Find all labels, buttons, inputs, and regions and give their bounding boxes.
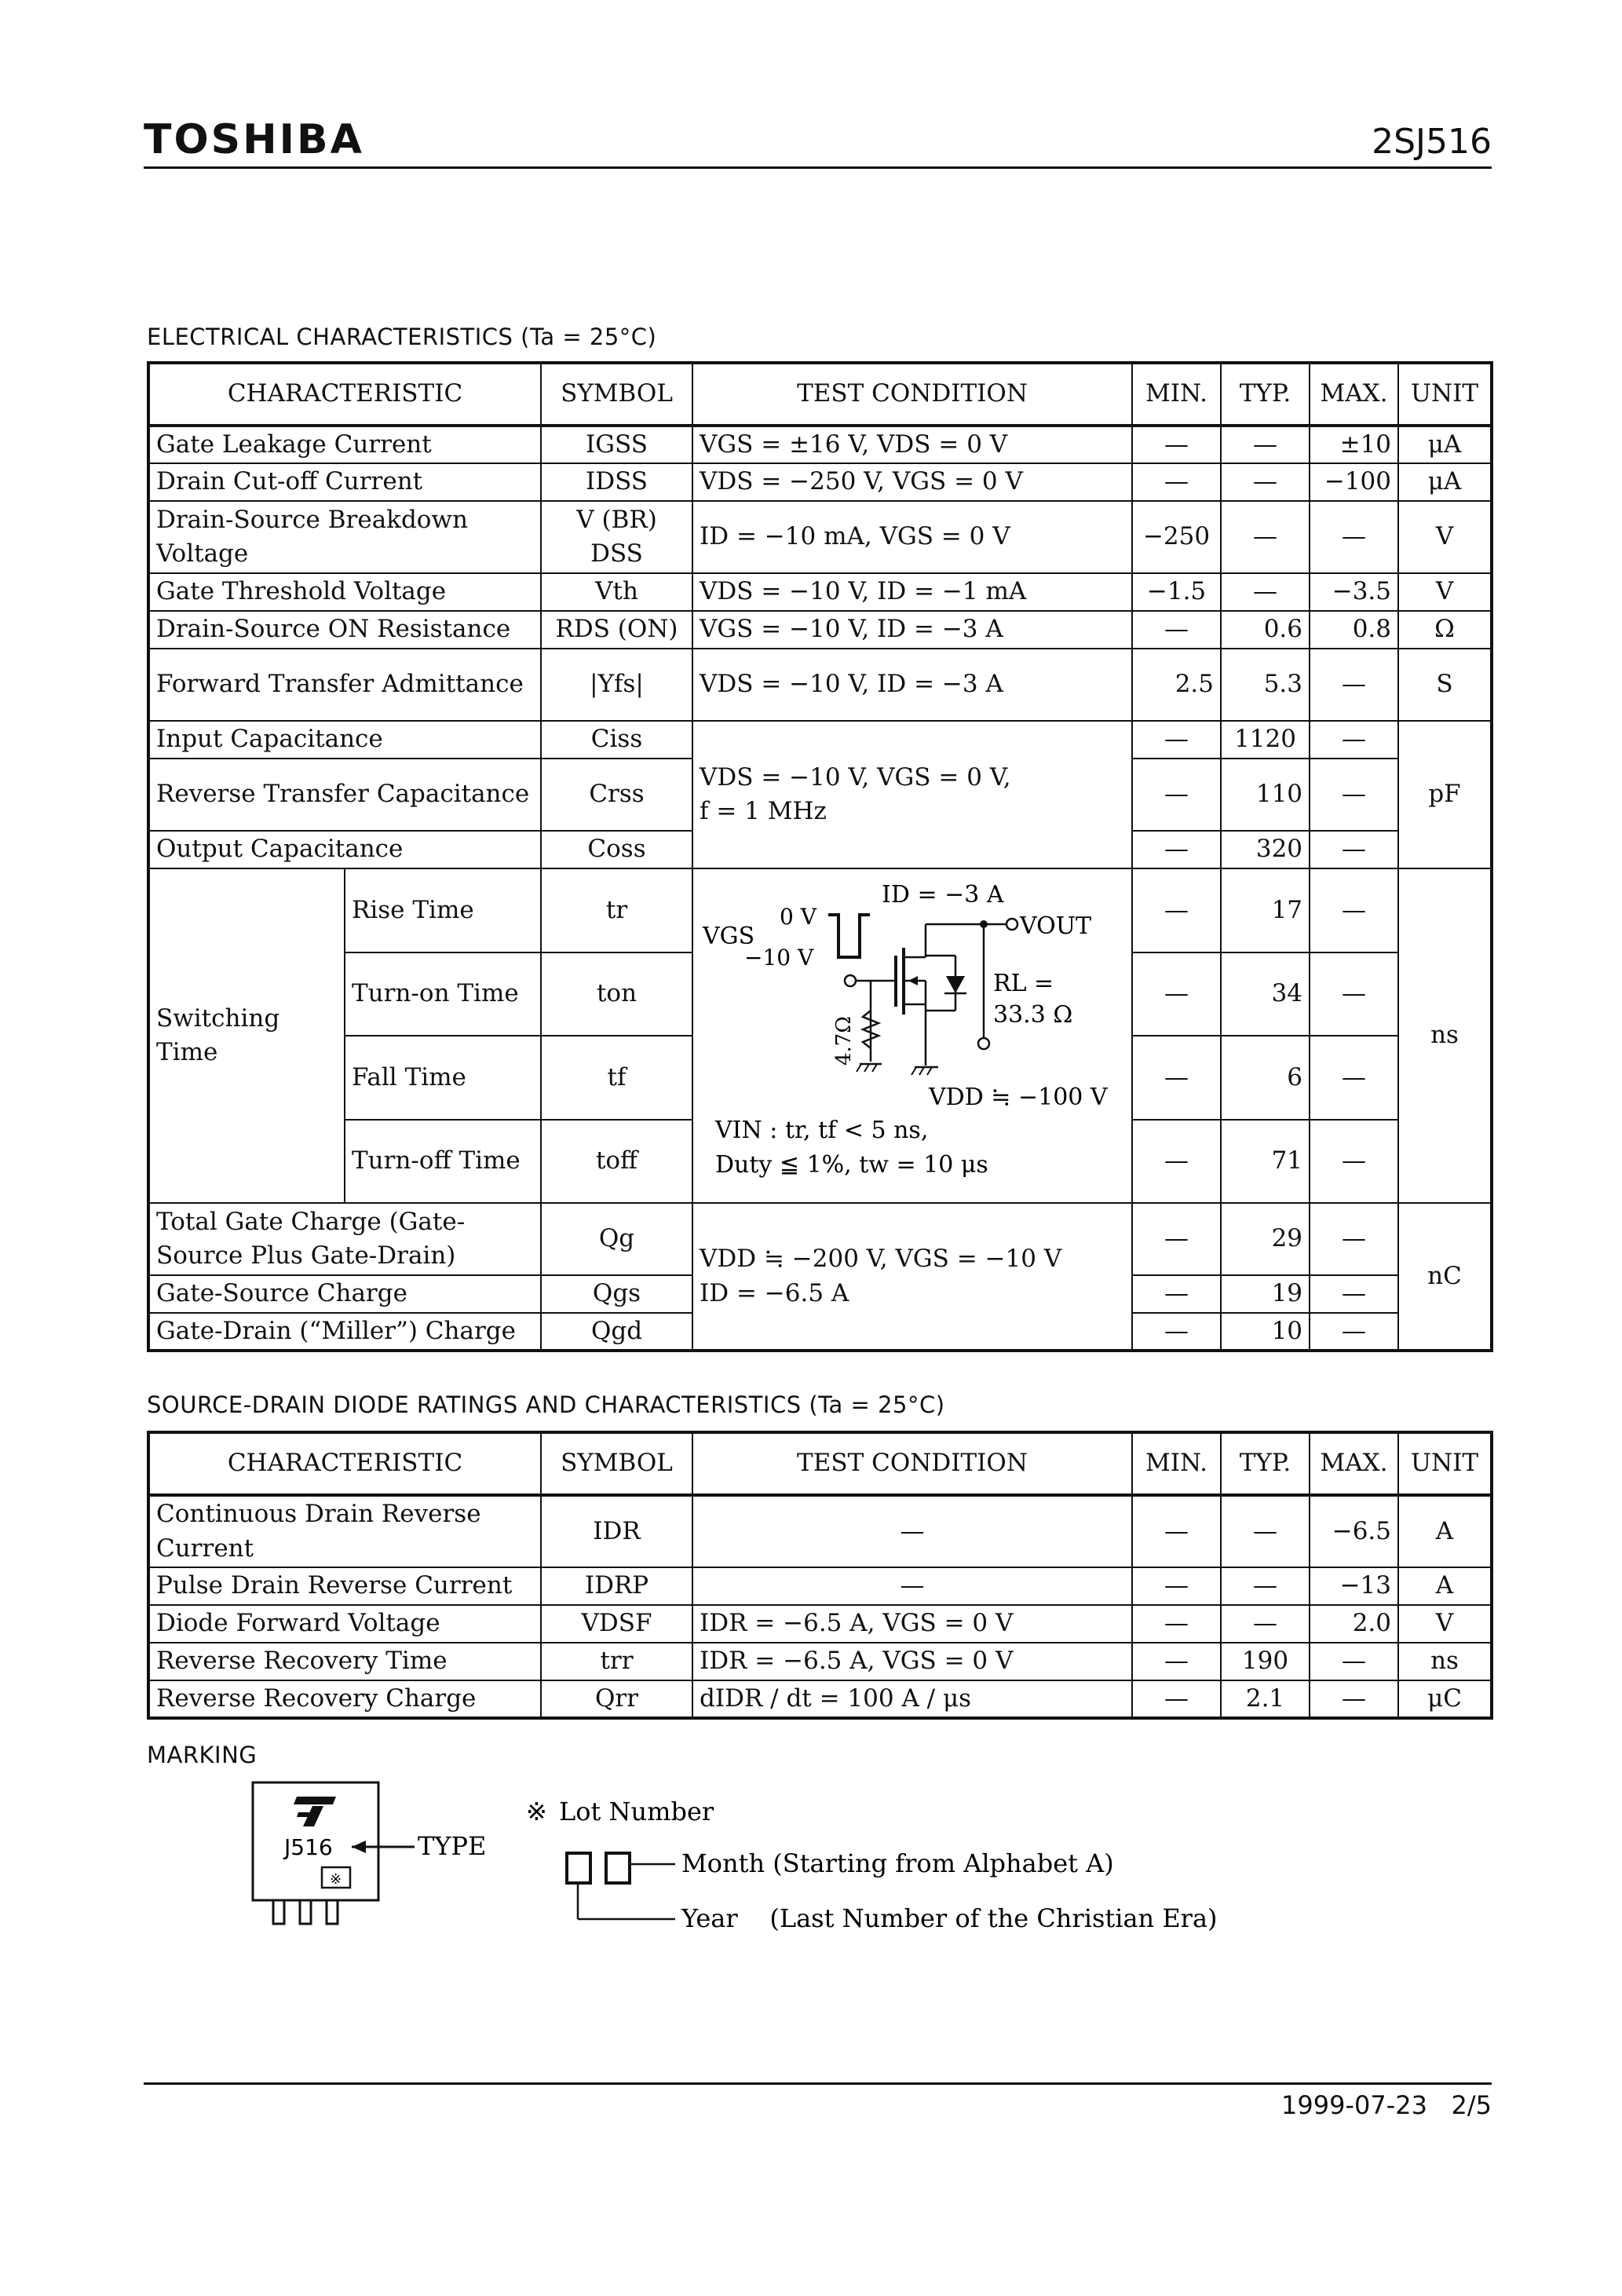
table-row (148, 721, 1492, 759)
table-row (148, 1680, 1492, 1718)
cell-max: — (1310, 1120, 1398, 1204)
cell-min: — (1132, 1643, 1221, 1680)
cell-typ: 1120 (1221, 721, 1310, 759)
circuit-rl-value: 33.3 Ω (993, 1001, 1073, 1029)
cell-typ: 110 (1221, 759, 1310, 831)
header-row (148, 1432, 1492, 1495)
cell-symbol: tr (541, 868, 692, 952)
cell-max: — (1310, 868, 1398, 952)
cell-unit: μC (1398, 1680, 1492, 1718)
cell-unit-gate-charge: nC (1398, 1203, 1492, 1351)
circuit-zero-v: 0 V (780, 904, 816, 930)
cell-max: — (1310, 721, 1398, 759)
cell-min: — (1132, 1680, 1221, 1718)
header-characteristic: CHARACTERISTIC (148, 1432, 541, 1495)
cell-typ: — (1221, 463, 1310, 501)
circuit-vdd-label: VDD ≒ −100 V (929, 1084, 1108, 1111)
switching-group-text: Switching Time (156, 1004, 280, 1066)
package-type-code: J516 (284, 1834, 333, 1860)
switching-group-label (148, 868, 345, 1203)
body-diode-icon (946, 976, 965, 993)
cell-condition: VDS = −10 V, ID = −3 A (692, 649, 1132, 721)
circuit-rl-label: RL = (993, 970, 1054, 997)
cell-min: — (1132, 1495, 1221, 1567)
header-typ: TYP. (1221, 1432, 1310, 1495)
gate-resistor-label: 4.7Ω (832, 1016, 857, 1066)
capacitance-condition-line2: f = 1 MHz (700, 797, 827, 825)
cell-max: — (1310, 501, 1398, 573)
cell-max: — (1310, 759, 1398, 831)
cell-symbol: Qgs (541, 1275, 692, 1313)
lead-icon (300, 1900, 311, 1924)
cell-condition: — (692, 1495, 1132, 1567)
cell-condition: VDS = −250 V, VGS = 0 V (692, 463, 1132, 501)
header-rule (144, 166, 1492, 169)
header-max: MAX. (1310, 363, 1398, 426)
header-row (148, 363, 1492, 426)
type-label: TYPE (418, 1831, 487, 1861)
cell-characteristic: Gate Leakage Current (148, 426, 541, 463)
month-label: Month (Starting from Alphabet A) (681, 1848, 1114, 1878)
cell-min: — (1132, 1203, 1221, 1275)
cell-min: — (1132, 1605, 1221, 1643)
cell-characteristic: Input Capacitance (148, 721, 541, 759)
cell-unit: μA (1398, 463, 1492, 501)
header-unit: UNIT (1398, 363, 1492, 426)
cell-symbol: IGSS (541, 426, 692, 463)
cell-characteristic: Turn-on Time (345, 952, 541, 1036)
footer-page: 2/5 (1451, 2090, 1492, 2120)
circuit-vout-label: VOUT (1020, 912, 1092, 940)
cell-max: 0.8 (1310, 611, 1398, 649)
cell-condition: ID = −10 mA, VGS = 0 V (692, 501, 1132, 573)
table-row (148, 426, 1492, 463)
lot-legend-mark: ※ (526, 1797, 547, 1826)
cell-condition: dIDR / dt = 100 A / μs (692, 1680, 1132, 1718)
table-row (148, 1567, 1492, 1605)
cell-symbol: Qg (541, 1203, 692, 1275)
cell-min: — (1132, 1313, 1221, 1351)
cell-characteristic: Reverse Recovery Time (148, 1643, 541, 1680)
cell-typ: 5.3 (1221, 649, 1310, 721)
header-characteristic: CHARACTERISTIC (148, 363, 541, 426)
cell-unit: A (1398, 1495, 1492, 1567)
cell-min: — (1132, 952, 1221, 1036)
cell-condition: VGS = ±16 V, VDS = 0 V (692, 426, 1132, 463)
cell-min: — (1132, 1567, 1221, 1605)
table-row (148, 649, 1492, 721)
cell-typ: 2.1 (1221, 1680, 1310, 1718)
electrical-title: ELECTRICAL CHARACTERISTICS (Ta = 25°C) (147, 324, 657, 350)
header-typ: TYP. (1221, 363, 1310, 426)
cell-characteristic: Forward Transfer Admittance (148, 649, 541, 721)
cell-typ: 19 (1221, 1275, 1310, 1313)
circuit-id-label: ID = −3 A (882, 881, 1004, 909)
diode-table (147, 1431, 1493, 1720)
circuit-vin-line: VIN : tr, tf < 5 ns, (715, 1117, 929, 1144)
cell-typ: — (1221, 573, 1310, 611)
cell-max: — (1310, 1313, 1398, 1351)
cell-max: — (1310, 1680, 1398, 1718)
cell-symbol: IDRP (541, 1567, 692, 1605)
cell-max: — (1310, 1275, 1398, 1313)
circuit-duty-line: Duty ≦ 1%, tw = 10 μs (715, 1151, 988, 1179)
cell-characteristic: Drain Cut-off Current (148, 463, 541, 501)
cell-characteristic: Output Capacitance (148, 831, 541, 868)
cell-min: — (1132, 426, 1221, 463)
cell-characteristic: Fall Time (345, 1036, 541, 1120)
cell-typ: — (1221, 1567, 1310, 1605)
input-terminal-icon (845, 975, 856, 986)
table-row (148, 501, 1492, 573)
cell-characteristic: Diode Forward Voltage (148, 1605, 541, 1643)
cell-typ: 190 (1221, 1643, 1310, 1680)
cell-unit: A (1398, 1567, 1492, 1605)
cell-typ: — (1221, 1605, 1310, 1643)
cell-min: 2.5 (1132, 649, 1221, 721)
switching-test-circuit (693, 869, 1132, 1202)
cell-symbol: Qgd (541, 1313, 692, 1351)
package-lot-mark: ※ (330, 1871, 342, 1888)
cell-symbol: Coss (541, 831, 692, 868)
cell-unit: μA (1398, 426, 1492, 463)
cell-symbol: Crss (541, 759, 692, 831)
cell-unit-switching: ns (1398, 868, 1492, 1203)
footer (1281, 2090, 1492, 2120)
cell-max: −6.5 (1310, 1495, 1398, 1567)
table-row (148, 463, 1492, 501)
year-box-icon (567, 1853, 590, 1883)
cell-condition: IDR = −6.5 A, VGS = 0 V (692, 1643, 1132, 1680)
cell-symbol: tf (541, 1036, 692, 1120)
cell-condition: IDR = −6.5 A, VGS = 0 V (692, 1605, 1132, 1643)
cell-max: −100 (1310, 463, 1398, 501)
cell-characteristic: Gate Threshold Voltage (148, 573, 541, 611)
cell-max: — (1310, 952, 1398, 1036)
year-label: Year (Last Number of the Christian Era) (681, 1903, 1218, 1933)
cell-symbol: Ciss (541, 721, 692, 759)
gate-charge-condition-line1: VDD ≒ −200 V, VGS = −10 V (700, 1245, 1062, 1274)
cell-symbol: ton (541, 952, 692, 1036)
cell-characteristic: Gate-Drain (“Miller”) Charge (148, 1313, 541, 1351)
cell-max: — (1310, 1036, 1398, 1120)
cell-symbol: IDR (541, 1495, 692, 1567)
cell-condition: — (692, 1567, 1132, 1605)
header-unit: UNIT (1398, 1432, 1492, 1495)
cell-min: — (1132, 1120, 1221, 1204)
header-condition: TEST CONDITION (692, 363, 1132, 426)
table-row (148, 1203, 1492, 1275)
cell-max: — (1310, 1643, 1398, 1680)
cell-symbol: IDSS (541, 463, 692, 501)
header-condition: TEST CONDITION (692, 1432, 1132, 1495)
cell-condition: VGS = −10 V, ID = −3 A (692, 611, 1132, 649)
cell-characteristic: Turn-off Time (345, 1120, 541, 1204)
cell-symbol: toff (541, 1120, 692, 1204)
lot-label: Lot Number (559, 1797, 714, 1826)
cell-min: — (1132, 1036, 1221, 1120)
cell-typ: — (1221, 501, 1310, 573)
cell-min: — (1132, 721, 1221, 759)
cell-min: — (1132, 611, 1221, 649)
cell-unit: V (1398, 1605, 1492, 1643)
cell-characteristic: Drain-Source ON Resistance (148, 611, 541, 649)
cell-typ: 0.6 (1221, 611, 1310, 649)
cell-typ: 34 (1221, 952, 1310, 1036)
cell-typ: — (1221, 426, 1310, 463)
cell-max: −13 (1310, 1567, 1398, 1605)
cell-unit: Ω (1398, 611, 1492, 649)
cell-typ: 71 (1221, 1120, 1310, 1204)
cell-max: — (1310, 831, 1398, 868)
table-row (148, 1605, 1492, 1643)
cell-characteristic: Rise Time (345, 868, 541, 952)
capacitance-condition-line1: VDS = −10 V, VGS = 0 V, (700, 762, 1011, 792)
cell-symbol: VDSF (541, 1605, 692, 1643)
gate-charge-condition-line2: ID = −6.5 A (700, 1278, 849, 1307)
cell-symbol: trr (541, 1643, 692, 1680)
header-symbol: SYMBOL (541, 363, 692, 426)
cell-max: — (1310, 649, 1398, 721)
cell-condition-gate-charge (692, 1203, 1132, 1351)
circuit-neg-v: −10 V (744, 945, 814, 971)
lead-icon (327, 1900, 338, 1924)
cell-typ: 29 (1221, 1203, 1310, 1275)
cell-unit: S (1398, 649, 1492, 721)
vout-terminal-icon (1006, 919, 1017, 930)
cell-min: −250 (1132, 501, 1221, 573)
cell-min: — (1132, 759, 1221, 831)
header-min: MIN. (1132, 1432, 1221, 1495)
cell-characteristic: Total Gate Charge (Gate-Source Plus Gate-Drain) (148, 1203, 541, 1275)
cell-min: — (1132, 463, 1221, 501)
month-box-icon (606, 1853, 630, 1883)
cell-characteristic: Reverse Transfer Capacitance (148, 759, 541, 831)
header-min: MIN. (1132, 363, 1221, 426)
table-row (148, 1643, 1492, 1680)
electrical-table (147, 361, 1493, 1352)
cell-min: — (1132, 868, 1221, 952)
cell-typ: 17 (1221, 868, 1310, 952)
part-number: 2SJ516 (1372, 122, 1492, 162)
lead-icon (273, 1900, 284, 1924)
cell-min: — (1132, 1275, 1221, 1313)
header-max: MAX. (1310, 1432, 1398, 1495)
brand-logo: TOSHIBA (144, 116, 364, 163)
cell-unit-capacitance: pF (1398, 721, 1492, 868)
cell-characteristic: Continuous Drain Reverse Current (148, 1495, 541, 1567)
footer-rule (144, 2082, 1492, 2085)
input-pulse-icon (828, 915, 870, 957)
cell-max: −3.5 (1310, 573, 1398, 611)
table-row (148, 868, 1492, 952)
cell-max: ±10 (1310, 426, 1398, 463)
cell-unit: V (1398, 501, 1492, 573)
table-row (148, 573, 1492, 611)
cell-symbol: V (BR) DSS (541, 501, 692, 573)
cell-typ: 10 (1221, 1313, 1310, 1351)
header-symbol: SYMBOL (541, 1432, 692, 1495)
cell-typ: — (1221, 1495, 1310, 1567)
cell-max: — (1310, 1203, 1398, 1275)
cell-characteristic: Pulse Drain Reverse Current (148, 1567, 541, 1605)
cell-characteristic: Reverse Recovery Charge (148, 1680, 541, 1718)
cell-unit: ns (1398, 1643, 1492, 1680)
table-row (148, 611, 1492, 649)
diode-title: SOURCE-DRAIN DIODE RATINGS AND CHARACTERISTICS (Ta = 25°C) (147, 1391, 945, 1418)
cell-typ: 320 (1221, 831, 1310, 868)
cell-characteristic: Gate-Source Charge (148, 1275, 541, 1313)
cell-symbol: Vth (541, 573, 692, 611)
cell-symbol: |Yfs| (541, 649, 692, 721)
circuit-vgs-label: VGS (703, 923, 755, 950)
cell-condition-capacitance (692, 721, 1132, 868)
cell-unit: V (1398, 573, 1492, 611)
cell-min: — (1132, 831, 1221, 868)
switching-circuit-cell (692, 868, 1132, 1203)
cell-typ: 6 (1221, 1036, 1310, 1120)
footer-date: 1999-07-23 (1281, 2090, 1427, 2120)
marking-diagram (251, 1781, 1366, 1954)
cell-symbol: RDS (ON) (541, 611, 692, 649)
cell-max: 2.0 (1310, 1605, 1398, 1643)
table-row (148, 1495, 1492, 1567)
cell-condition: VDS = −10 V, ID = −1 mA (692, 573, 1132, 611)
cell-min: −1.5 (1132, 573, 1221, 611)
cell-characteristic: Drain-Source Breakdown Voltage (148, 501, 541, 573)
marking-title: MARKING (147, 1742, 258, 1768)
cell-symbol: Qrr (541, 1680, 692, 1718)
